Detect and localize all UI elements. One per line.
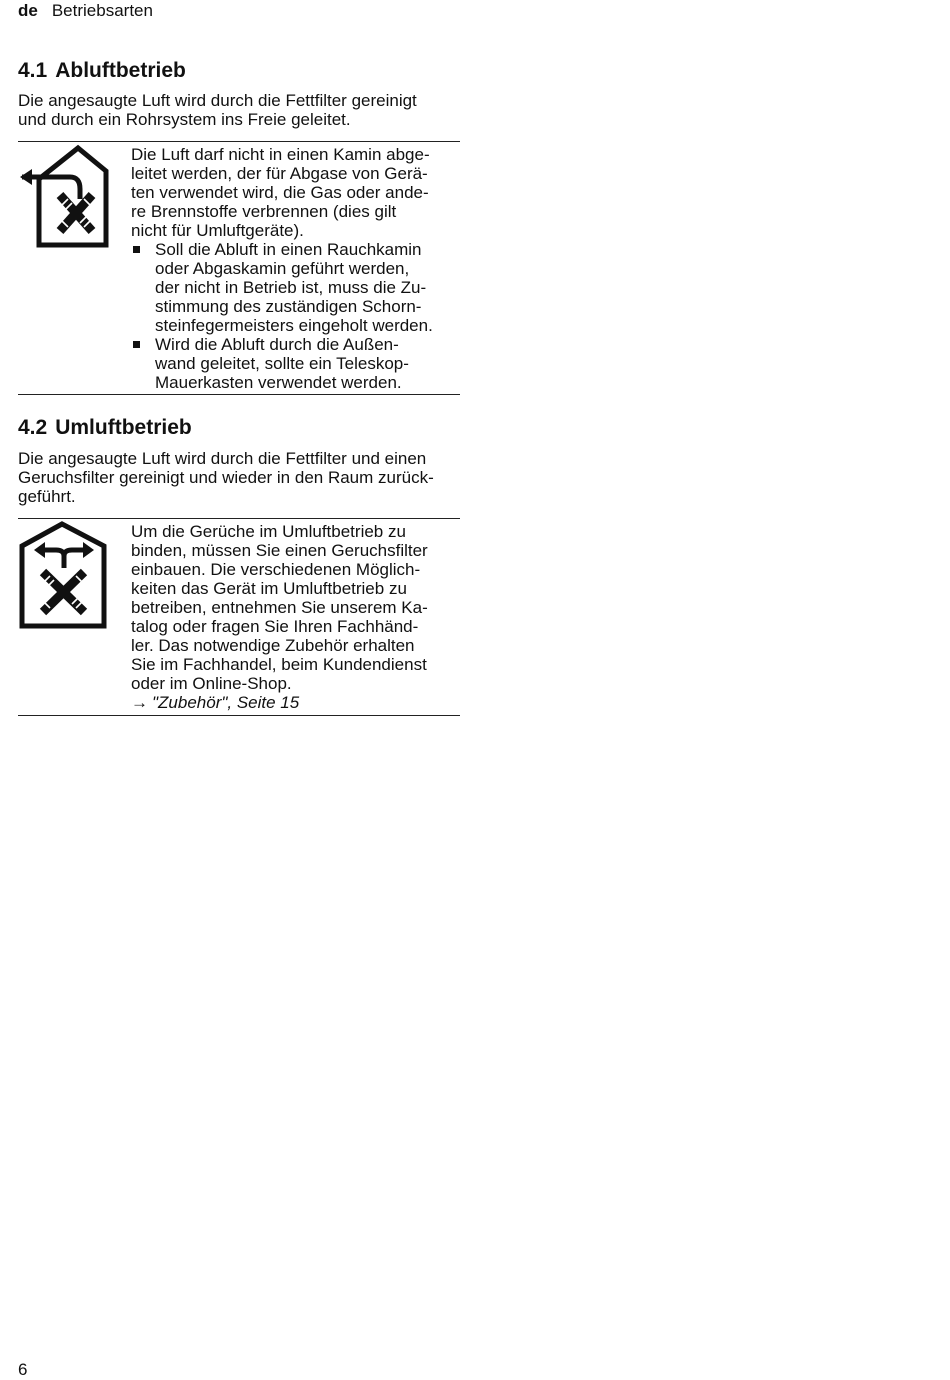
section-intro: Die angesaugte Luft wird durch die Fettfilter und einen Geruchsfilter gereinigt und wieder in den Raum zurück- geführt. — [18, 449, 434, 506]
notice-top-rule — [18, 141, 460, 142]
section-title: Umluftbetrieb — [55, 416, 192, 439]
notice-bullet-list — [131, 240, 461, 392]
exhaust-notice — [131, 145, 461, 392]
section-title: Abluftbetrieb — [55, 59, 186, 82]
page-number: 6 — [18, 1360, 28, 1379]
list-item — [131, 335, 461, 392]
notice-bottom-rule — [18, 715, 460, 716]
recirculation-house-icon — [18, 520, 110, 632]
notice-top-rule — [18, 518, 460, 519]
bullet-text: Soll die Abluft in einen Rauchkamin oder Abgaskamin geführt werden, der nicht in Betrieb ist, muss die Zu- stimmung des zuständigen Schorn- steinfegermeisters eingeholt werden. — [155, 240, 433, 335]
chapter-title: Betriebsarten — [51, 1, 153, 20]
cross-reference-link[interactable] — [131, 693, 461, 712]
language-code: de — [18, 1, 38, 20]
arrow-right-icon: → — [131, 693, 148, 712]
section-intro: Die angesaugte Luft wird durch die Fettfilter gereinigt und durch ein Rohrsystem ins Freie geleitet. — [18, 91, 417, 129]
notice-info-text: Um die Gerüche im Umluftbetrieb zu binden, müssen Sie einen Geruchsfilter einbauen. Die verschiedenen Möglich- keiten das Gerät im Umluftbetrieb zu betreiben, entnehmen Sie unserem Ka- talog oder fragen Sie Ihren Fachhänd- ler. Das notwendige Zubehör erhalten Sie im Fachhandel, beim Kundendienst oder im Online-Shop. — [131, 522, 428, 693]
page-header — [18, 0, 153, 22]
list-item — [131, 240, 461, 335]
recirculation-notice — [131, 522, 461, 712]
exhaust-air-house-icon — [18, 143, 110, 255]
bullet-square-icon — [133, 246, 140, 253]
bullet-square-icon — [133, 341, 140, 348]
section-number: 4.2 — [18, 416, 48, 439]
cross-reference-text: "Zubehör", Seite 15 — [152, 693, 300, 712]
bullet-text: Wird die Abluft durch die Außen- wand geleitet, sollte ein Teleskop- Mauerkasten verwendet werden. — [155, 335, 409, 392]
notice-bottom-rule — [18, 394, 460, 395]
section-number: 4.1 — [18, 59, 48, 82]
section-heading-abluftbetrieb — [18, 58, 186, 84]
notice-warning-text: Die Luft darf nicht in einen Kamin abge- leitet werden, der für Abgase von Gerä- ten verwendet wird, die Gas oder ande- re Brennstoffe verbrennen (dies gilt nicht für Umluftgeräte). — [131, 145, 430, 240]
section-heading-umluftbetrieb — [18, 415, 192, 441]
